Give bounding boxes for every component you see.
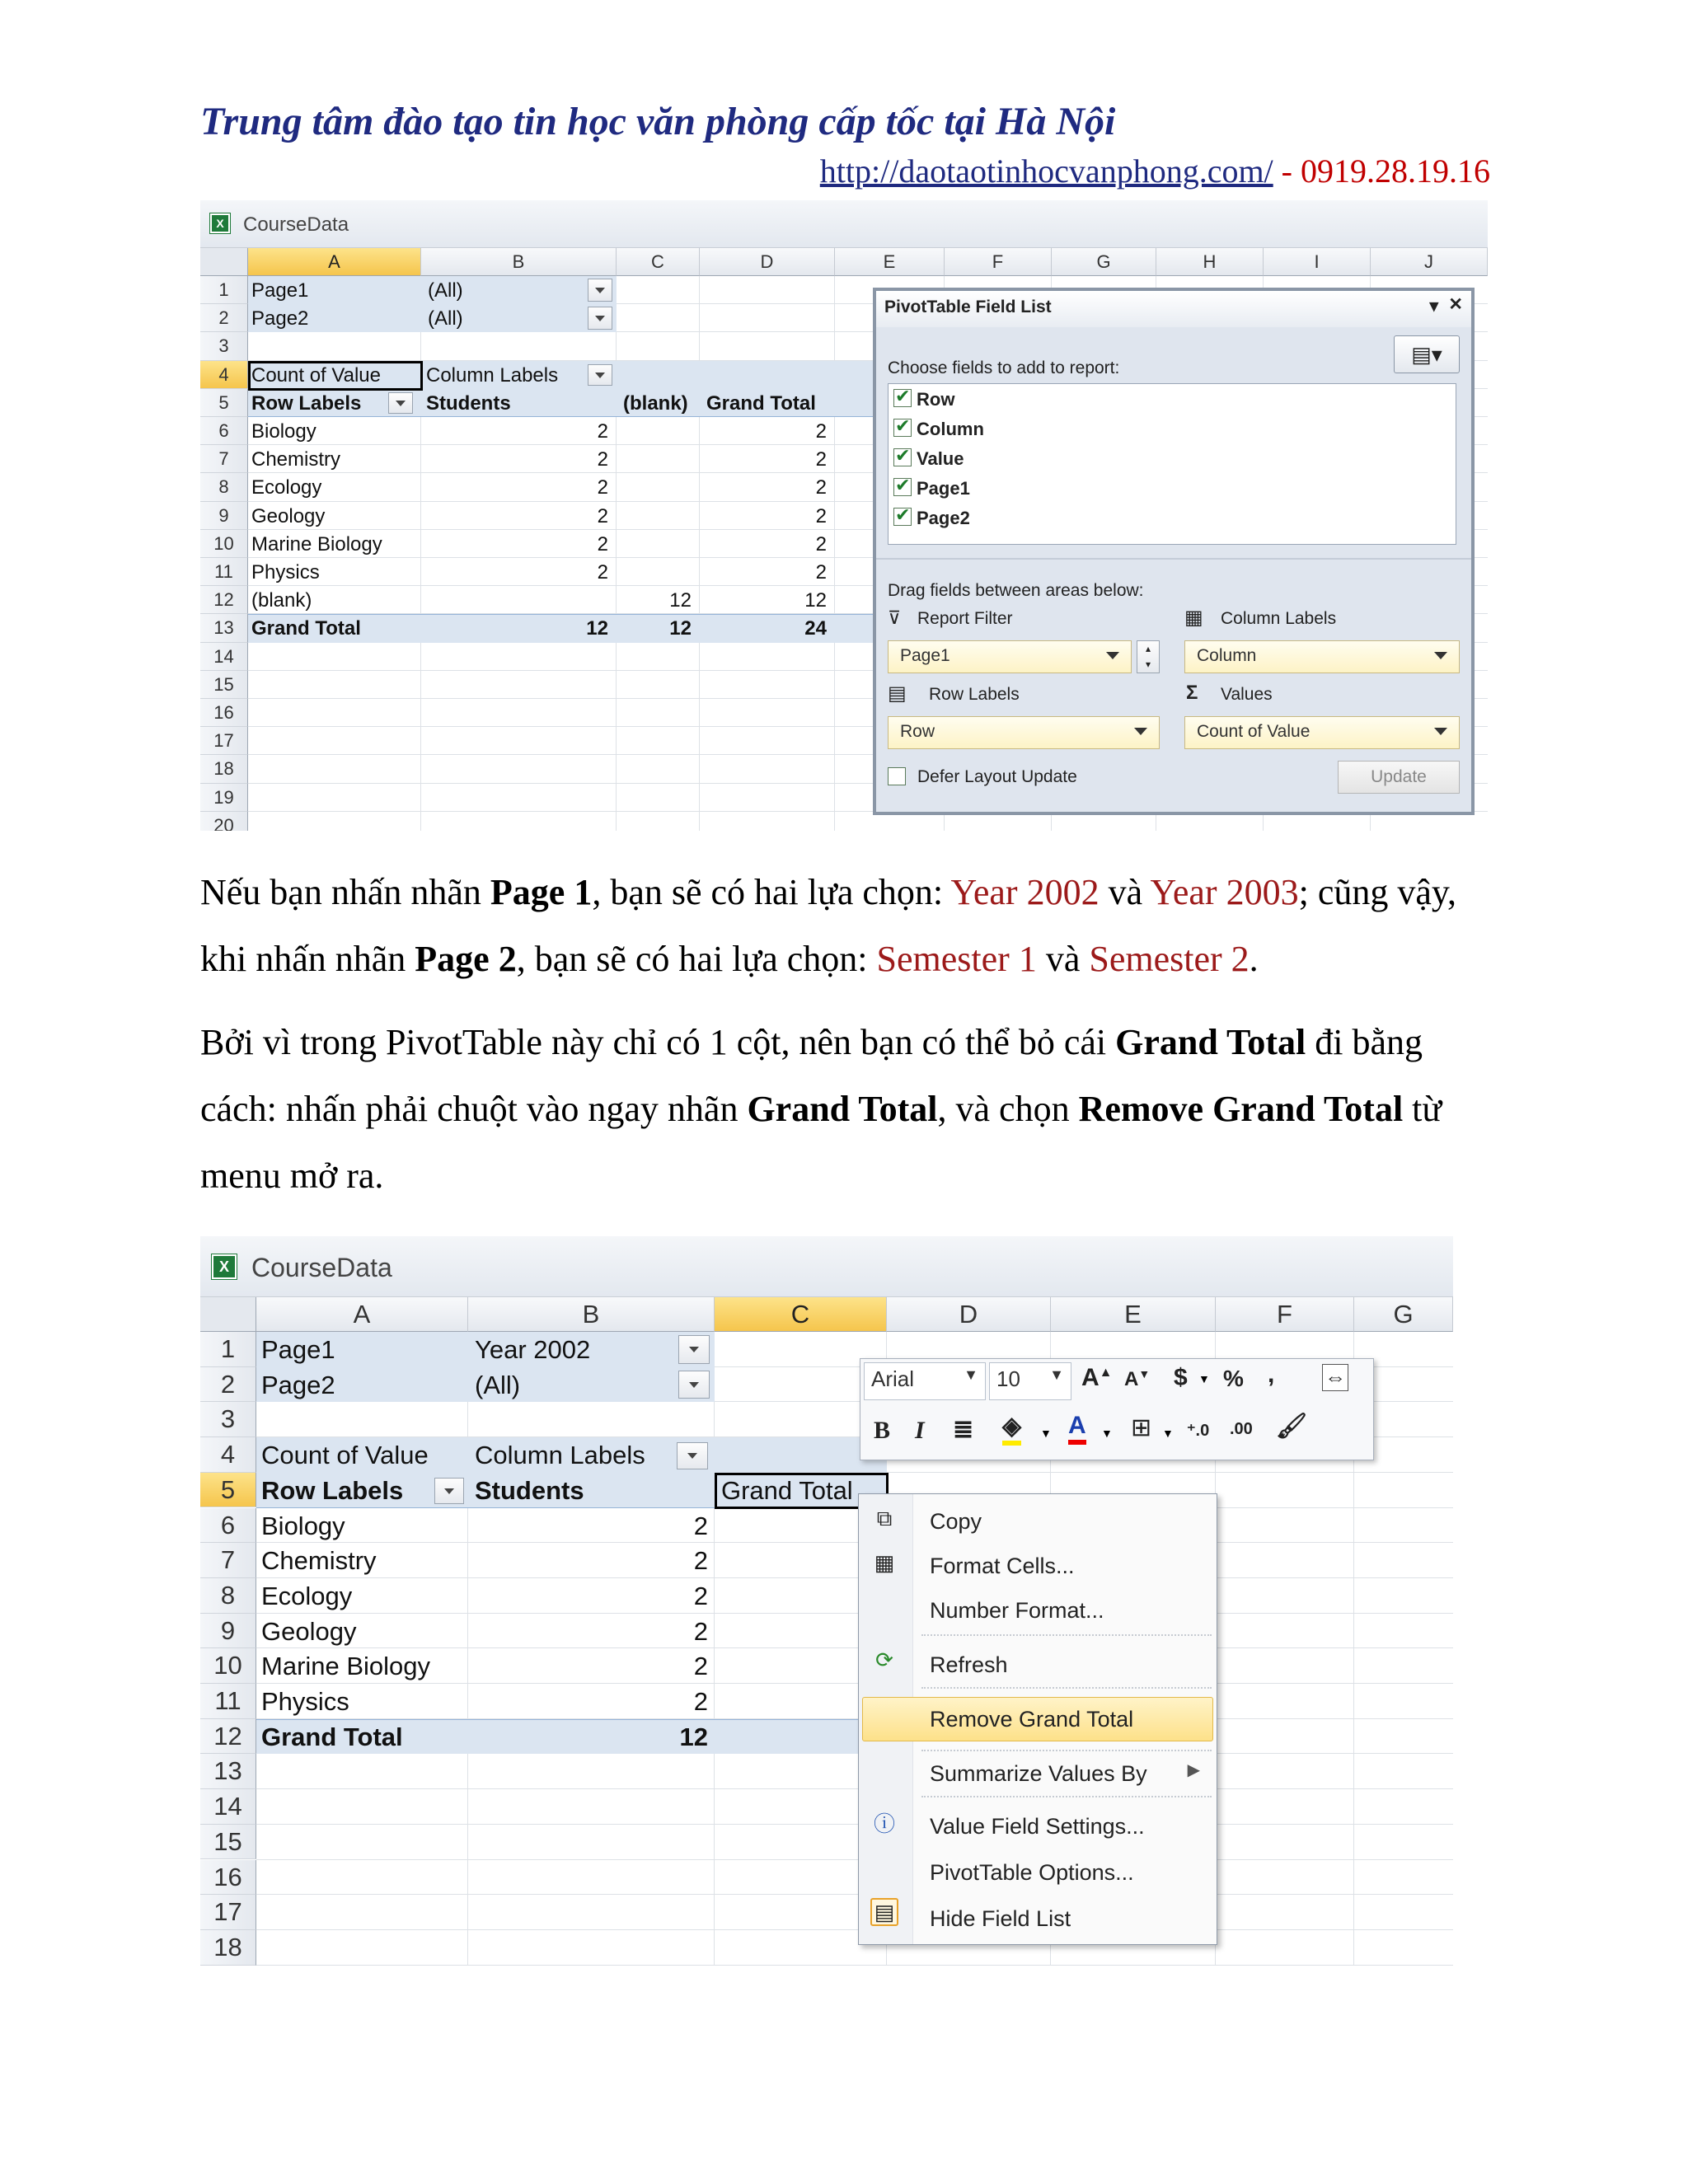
layout-options-button[interactable]: ▤▾ [1394, 335, 1460, 373]
choose-fields-label: Choose fields to add to report: [888, 359, 1120, 377]
gridline [256, 1788, 1453, 1789]
count-of-value-label: Count of Value [251, 363, 381, 387]
filter-label-2: Page2 [261, 1370, 335, 1399]
row-label: Marine Biology [251, 532, 382, 555]
filter-scroll-spinner[interactable]: ▴ ▾ [1137, 640, 1160, 673]
row-header-12[interactable]: 12 [200, 586, 248, 614]
para2-text-2: đi bằng cách: nhấn phải chuột vào ngay nhãn [200, 1022, 1423, 1129]
field-checkbox-value[interactable] [893, 448, 912, 466]
column-header-a[interactable]: A [248, 248, 421, 276]
grand-total-label: Grand Total [261, 1722, 403, 1751]
filter-dropdown-2[interactable] [678, 1371, 710, 1399]
row-header-4[interactable]: 4 [200, 1437, 256, 1473]
screenshot-pivot-table-1 [200, 200, 1488, 831]
gridline [256, 1683, 1453, 1684]
row-header-3[interactable]: 3 [200, 332, 248, 360]
row-header-6[interactable]: 6 [200, 1508, 256, 1544]
gridline [616, 276, 617, 831]
chevron-down-icon[interactable]: ▼ [1198, 1372, 1210, 1385]
drag-fields-label: Drag fields between areas below: [888, 581, 1144, 600]
values-area-label: Values [1221, 685, 1273, 704]
borders-icon[interactable]: ⊞ [1131, 1414, 1152, 1441]
filter-icon: ⊽ [888, 607, 902, 628]
field-label-row: Row [917, 389, 955, 410]
fill-color-icon[interactable]: ◈ [1002, 1412, 1021, 1446]
currency-icon[interactable]: $ [1174, 1364, 1188, 1391]
column-header-e[interactable]: E [835, 248, 945, 276]
menu-item-value-field-settings[interactable]: Value Field Settings... [930, 1814, 1145, 1839]
field-checkbox-page2[interactable] [893, 508, 912, 526]
row-label: Biology [261, 1511, 345, 1540]
para2-text-3: , và chọn [937, 1089, 1079, 1129]
field-list-dropdown-icon[interactable]: ▾ [1429, 297, 1438, 316]
row-header-10[interactable]: 10 [200, 530, 248, 558]
font-size-value: 10 [996, 1366, 1020, 1391]
value-students: 2 [597, 504, 608, 527]
para2-bold-grand-total: Grand Total [1115, 1022, 1306, 1062]
value-field-settings-icon: ⓘ [873, 1811, 895, 1836]
row-header-14[interactable]: 14 [200, 1789, 256, 1825]
menu-item-summarize-values-by[interactable]: Summarize Values By [930, 1761, 1147, 1786]
row-header-18[interactable]: 18 [200, 1930, 256, 1966]
menu-item-copy[interactable]: Copy [930, 1509, 982, 1534]
para2-text-4: từ menu mở ra. [200, 1089, 1442, 1196]
para1-text-7: . [1249, 939, 1259, 979]
defer-layout-checkbox[interactable] [888, 767, 906, 785]
row-labels-dropdown[interactable] [388, 392, 413, 414]
row-label: Chemistry [261, 1546, 377, 1576]
merge-center-icon[interactable]: ⇔ [1322, 1364, 1348, 1391]
value-students: 2 [597, 561, 608, 583]
column-labels-header: Column Labels [426, 363, 559, 387]
gridline [256, 1647, 1453, 1648]
row-header-1[interactable]: 1 [200, 276, 248, 304]
increase-decimal-icon[interactable]: ⁺.0 [1187, 1422, 1210, 1440]
filter-value-2: (All) [475, 1370, 521, 1399]
format-painter-icon[interactable]: 🖌 [1276, 1413, 1308, 1440]
header-separator: - [1273, 152, 1301, 190]
grow-font-icon[interactable]: A▲ [1081, 1364, 1113, 1391]
row-header-9[interactable]: 9 [200, 1614, 256, 1649]
paragraph-page-labels [200, 859, 1486, 992]
excel-icon: X [210, 213, 230, 233]
para1-text-6: và [1036, 939, 1090, 979]
pivot-field-list-panel[interactable] [873, 288, 1475, 815]
para1-text-5: , bạn sẽ có hai lựa chọn: [516, 939, 877, 979]
row-header-13[interactable]: 13 [200, 614, 248, 642]
menu-item-pivottable-options[interactable]: PivotTable Options... [930, 1860, 1134, 1885]
row-labels-field-row[interactable]: Row [888, 716, 1160, 749]
font-size-combo[interactable] [989, 1362, 1071, 1400]
row-labels-header: Row Labels [261, 1475, 404, 1505]
font-name-value: Arial [871, 1366, 915, 1391]
sigma-icon: Σ [1186, 682, 1198, 704]
phone-number: 0919.28.19.16 [1301, 152, 1490, 190]
grand-total-students: 12 [586, 617, 608, 640]
grand-total-total: 24 [804, 617, 827, 640]
mini-formatting-toolbar[interactable] [860, 1358, 1374, 1460]
col-header-students: Students [475, 1475, 584, 1505]
filter-value-1: Year 2002 [475, 1335, 591, 1364]
row-label: Marine Biology [261, 1652, 431, 1681]
column-header-c[interactable]: C [715, 1297, 887, 1332]
column-header-g[interactable]: G [1052, 248, 1156, 276]
grand-total-label: Grand Total [251, 617, 361, 640]
font-color-icon[interactable]: A [1068, 1412, 1086, 1445]
header-contact [820, 152, 1490, 190]
row-labels-area-label: Row Labels [929, 685, 1020, 704]
grid-corner[interactable] [200, 1297, 256, 1332]
value-students: 2 [597, 448, 608, 471]
row-header-8[interactable]: 8 [200, 1578, 256, 1614]
grand-total-header-cell: Grand Total [721, 1475, 853, 1505]
report-filter-field-page1[interactable]: Page1 [888, 640, 1132, 673]
para1-text-2: , bạn sẽ có hai lựa chọn: [592, 872, 951, 912]
row-header-16[interactable]: 16 [200, 699, 248, 727]
row-label: Chemistry [251, 448, 341, 471]
column-labels-dropdown[interactable] [588, 364, 612, 386]
row-header-5[interactable]: 5 [200, 389, 248, 417]
value-students: 2 [693, 1511, 708, 1540]
col-header-grand-total: Grand Total [706, 391, 816, 415]
filter-dropdown-2[interactable] [588, 307, 612, 330]
menu-item-remove-grand-total[interactable]: Remove Grand Total [930, 1707, 1134, 1732]
window-title: CourseData [243, 213, 349, 236]
column-header-f[interactable]: F [1216, 1297, 1354, 1332]
value-total: 2 [815, 504, 827, 527]
field-list-icon: ▤ [870, 1898, 898, 1926]
website-link[interactable]: http://daotaotinhocvanphong.com/ [819, 152, 1273, 190]
filter-label-2: Page2 [251, 307, 309, 330]
row-label: Biology [251, 420, 316, 443]
chevron-down-icon[interactable]: ▼ [1040, 1427, 1052, 1440]
areas-divider [876, 558, 1471, 560]
row-header-20[interactable]: 20 [200, 812, 248, 831]
format-cells-icon: ▦ [874, 1550, 895, 1575]
row-label: Physics [251, 561, 320, 583]
chevron-down-icon[interactable]: ▼ [1162, 1427, 1174, 1440]
para1-semester-2: Semester 2 [1089, 939, 1250, 979]
report-filter-label: Report Filter [917, 609, 1013, 628]
row-label: Ecology [251, 476, 322, 499]
gridline [834, 276, 835, 831]
value-students: 2 [693, 1687, 708, 1716]
para2-bold-grand-total-2: Grand Total [747, 1089, 938, 1129]
gridline [256, 1824, 1453, 1825]
para1-text-3: và [1099, 872, 1151, 912]
row-header-10[interactable]: 10 [200, 1648, 256, 1684]
row-header-18[interactable]: 18 [200, 755, 248, 783]
row-header-16[interactable]: 16 [200, 1860, 256, 1896]
percent-icon[interactable]: % [1223, 1366, 1244, 1391]
window-titlebar [200, 200, 1488, 248]
value-blank: 12 [669, 589, 692, 612]
row-header-17[interactable]: 17 [200, 727, 248, 755]
column-labels-dropdown[interactable] [677, 1442, 708, 1469]
column-labels-header: Column Labels [475, 1441, 645, 1470]
value-students: 2 [597, 476, 608, 499]
para2-bold-remove-grand-total: Remove Grand Total [1078, 1089, 1404, 1129]
italic-icon[interactable]: I [915, 1417, 925, 1444]
gridline [256, 1613, 1453, 1614]
value-total: 2 [815, 448, 827, 471]
menu-item-refresh[interactable]: Refresh [930, 1652, 1008, 1677]
menu-separator [921, 1687, 1212, 1689]
row-header-1[interactable]: 1 [200, 1332, 256, 1367]
row-header-13[interactable]: 13 [200, 1754, 256, 1789]
gridline [714, 1332, 715, 1966]
active-cell-outline[interactable] [248, 361, 423, 391]
row-header-11[interactable]: 11 [200, 1684, 256, 1719]
column-header-d[interactable]: D [887, 1297, 1051, 1332]
row-header-15[interactable]: 15 [200, 1825, 256, 1860]
menu-separator [921, 1750, 1212, 1751]
field-checkbox-page1[interactable] [893, 478, 912, 496]
chevron-down-icon[interactable]: ▼ [1101, 1427, 1113, 1440]
refresh-icon: ⟳ [875, 1647, 893, 1672]
column-header-c[interactable]: C [617, 248, 700, 276]
filter-dropdown-1[interactable] [588, 279, 612, 302]
count-of-value-label: Count of Value [261, 1441, 429, 1470]
value-students: 2 [597, 532, 608, 555]
paragraph-remove-grand-total [200, 1009, 1486, 1209]
row-label: Geology [261, 1616, 357, 1646]
column-labels-area-label: Column Labels [1221, 609, 1337, 628]
col-header-students: Students [426, 391, 511, 415]
row-header-5[interactable]: 5 [200, 1473, 256, 1508]
row-header-4[interactable]: 4 [200, 361, 248, 389]
grid-corner[interactable] [200, 248, 248, 276]
filter-label-1: Page1 [251, 279, 309, 302]
menu-separator [921, 1634, 1212, 1636]
row-labels-icon: ▤ [888, 682, 907, 705]
value-students: 2 [693, 1652, 708, 1681]
value-students: 2 [693, 1581, 708, 1610]
window-titlebar-2 [200, 1236, 1453, 1297]
context-menu[interactable] [858, 1493, 1217, 1945]
chevron-down-icon: ▼ [1049, 1366, 1064, 1383]
row-header-2[interactable]: 2 [200, 1367, 256, 1403]
gridline [256, 1542, 1453, 1543]
value-total: 2 [815, 420, 827, 443]
comma-style-icon[interactable]: , [1268, 1361, 1275, 1388]
gridline [467, 1332, 468, 1966]
column-header-d[interactable]: D [700, 248, 835, 276]
font-name-combo[interactable] [864, 1362, 986, 1400]
row-header-12[interactable]: 12 [200, 1719, 256, 1755]
column-header-b[interactable]: B [468, 1297, 715, 1332]
row-header-15[interactable]: 15 [200, 671, 248, 699]
row-header-19[interactable]: 19 [200, 784, 248, 812]
value-students: 2 [693, 1546, 708, 1576]
row-header-14[interactable]: 14 [200, 643, 248, 671]
defer-layout-label: Defer Layout Update [917, 767, 1077, 786]
para1-year-2002: Year 2002 [950, 872, 1100, 912]
bold-icon[interactable]: B [874, 1417, 891, 1444]
column-labels-icon: ▦ [1184, 607, 1203, 629]
gridline [256, 1577, 1453, 1578]
value-students: 2 [597, 420, 608, 443]
filter-value-1: (All) [428, 279, 463, 302]
col-header-blank: (blank) [623, 391, 688, 415]
field-label-column: Column [917, 419, 984, 439]
chevron-down-icon: ▼ [964, 1366, 978, 1383]
row-header-9[interactable]: 9 [200, 502, 248, 530]
row-header-7[interactable]: 7 [200, 445, 248, 473]
grand-total-blank: 12 [669, 617, 692, 640]
column-header-e[interactable]: E [1051, 1297, 1216, 1332]
row-labels-header: Row Labels [251, 391, 362, 415]
values-field-count-of-value[interactable]: Count of Value [1184, 716, 1460, 749]
filter-label-1: Page1 [261, 1335, 335, 1364]
row-header-11[interactable]: 11 [200, 558, 248, 586]
value-total: 2 [815, 532, 827, 555]
menu-item-format-cells[interactable]: Format Cells... [930, 1554, 1075, 1578]
copy-icon: ⧉ [876, 1506, 893, 1530]
column-header-a[interactable]: A [256, 1297, 468, 1332]
grand-total-value: 12 [679, 1722, 708, 1751]
para1-text-4: ; cũng vậy, khi nhấn nhãn [200, 872, 1457, 979]
row-header-17[interactable]: 17 [200, 1895, 256, 1930]
filter-dropdown-1[interactable] [678, 1335, 710, 1364]
gridline [256, 1965, 1453, 1966]
close-icon[interactable]: ✕ [1448, 295, 1463, 314]
para1-semester-1: Semester 1 [876, 939, 1037, 979]
para1-year-2003: Year 2003 [1150, 872, 1299, 912]
field-label-page1: Page1 [917, 478, 970, 499]
chevron-right-icon: ▶ [1187, 1761, 1200, 1779]
shrink-font-icon[interactable]: A▼ [1124, 1367, 1151, 1390]
menu-item-number-format[interactable]: Number Format... [930, 1598, 1104, 1623]
align-center-icon[interactable]: ≣ [953, 1416, 974, 1443]
decrease-decimal-icon[interactable]: .00 [1230, 1420, 1253, 1438]
field-checklist [888, 383, 1456, 545]
row-header-7[interactable]: 7 [200, 1543, 256, 1578]
column-labels-field-column[interactable]: Column [1184, 640, 1460, 673]
column-header-h[interactable]: H [1156, 248, 1264, 276]
value-total: 2 [815, 476, 827, 499]
para1-text-1: Nếu bạn nhấn nhãn [200, 872, 490, 912]
menu-separator [921, 1796, 1212, 1797]
row-label: Physics [261, 1687, 349, 1716]
field-label-page2: Page2 [917, 508, 970, 528]
gridline [256, 1929, 1453, 1930]
para1-bold-page2: Page 2 [415, 939, 517, 979]
value-total: 2 [815, 561, 827, 583]
field-label-value: Value [917, 448, 964, 469]
para2-text-1: Bởi vì trong PivotTable này chỉ có 1 cột, nên bạn có thể bỏ cái [200, 1022, 1116, 1062]
value-total: 12 [804, 589, 827, 612]
column-header-b[interactable]: B [421, 248, 617, 276]
row-labels-dropdown[interactable] [434, 1478, 464, 1505]
column-header-g[interactable]: G [1354, 1297, 1453, 1332]
gridline [256, 1859, 1453, 1860]
row-header-2[interactable]: 2 [200, 304, 248, 332]
field-checkbox-column[interactable] [893, 419, 912, 437]
field-list-header [876, 291, 1471, 327]
value-students: 2 [693, 1616, 708, 1646]
row-header-8[interactable]: 8 [200, 473, 248, 501]
window-title-2: CourseData [251, 1253, 392, 1282]
gridline [256, 1894, 1453, 1895]
field-checkbox-row[interactable] [893, 389, 912, 407]
row-header-3[interactable]: 3 [200, 1402, 256, 1437]
update-button[interactable]: Update [1338, 761, 1460, 794]
column-header-i[interactable]: I [1264, 248, 1371, 276]
screenshot-pivot-table-2 [200, 1236, 1453, 1970]
menu-item-hide-field-list[interactable]: Hide Field List [930, 1906, 1071, 1931]
row-label: Geology [251, 504, 326, 527]
column-header-f[interactable]: F [945, 248, 1052, 276]
column-header-j[interactable]: J [1371, 248, 1488, 276]
filter-value-2: (All) [428, 307, 463, 330]
para1-bold-page1: Page 1 [490, 872, 593, 912]
header-underline [256, 1507, 715, 1508]
page-header-title: Trung tâm đào tạo tin học văn phòng cấp tốc tại Hà Nội [200, 100, 1116, 143]
row-label: Ecology [261, 1581, 353, 1610]
excel-icon: X [212, 1254, 237, 1279]
field-list-title: PivotTable Field List [884, 298, 1052, 316]
row-label: (blank) [251, 589, 312, 612]
row-header-6[interactable]: 6 [200, 417, 248, 445]
grand-total-topline [256, 1719, 887, 1720]
